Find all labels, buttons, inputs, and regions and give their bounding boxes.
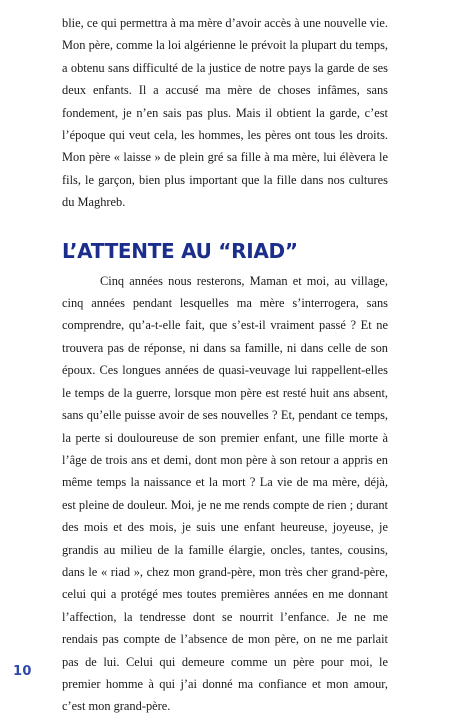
paragraph-section: Cinq années nous resterons, Maman et moi, au village, cinq années pendant lesquelles ma mère s’interrogera, sans comprendre, qu’a-t-elle fait, que s’est-il vraiment passé ? Et ne trouvera pas de réponse, ni dans sa famille, ni dans celle de son époux. Ces longues années de quasi-veuvage lui rappellent-elles le temps de la guerre, lorsque mon père est resté huit ans absent, sans qu’elle puisse avoir de ses nouvelles ? Et, pendant ce temps, la perte si douloureuse de son premier enfant, une fille morte à l’âge de trois ans et demi, dont mon père à son retour a appris en même temps la naissance et la mort ? La vie de ma mère, déjà, est pleine de douleur. Moi, je ne me rends compte de rien ; durant des mois et des mois, je suis une enfant heureuse, joyeuse, je grandis au milieu de la famille élargie, oncles, tantes, cousins, dans le « riad », chez mon grand-père, mon très cher grand-père, celui qui a protégé mes toutes premières années en me donnant l’affection, la tendresse dont se nourrit l’enfance. Je ne me rendais pas compte de l’absence de mon père, on ne me parlait pas de lui. Celui qui demeure comme un père pour moi, le premier homme à qui j’ai donné ma confiance et mon amour, c’est mon grand-père. <box>62 273 388 714</box>
page-number: 10 <box>13 664 32 679</box>
paragraph-continuation: blie, ce qui permettra à ma mère d’avoir accès à une nouvelle vie. Mon père, comme la loi algérienne le prévoit la plupart du temps, a obtenu sans difficulté de la justice de notre pays la garde de ses deux enfants. Il a accusé ma mère de choses infâmes, sans fondement, je n’en sais pas plus. Mais il obtient la garde, c’est l’époque qui veut cela, les hommes, les pères ont tous les droits. Mon père « laisse » de plein gré sa fille à ma mère, lui élèvera le fils, le garçon, bien plus important que la fille dans nos cultures du Maghreb. <box>62 16 388 210</box>
section-heading: L’ATTENTE AU “RIAD” <box>62 238 298 263</box>
page-body <box>62 12 388 718</box>
